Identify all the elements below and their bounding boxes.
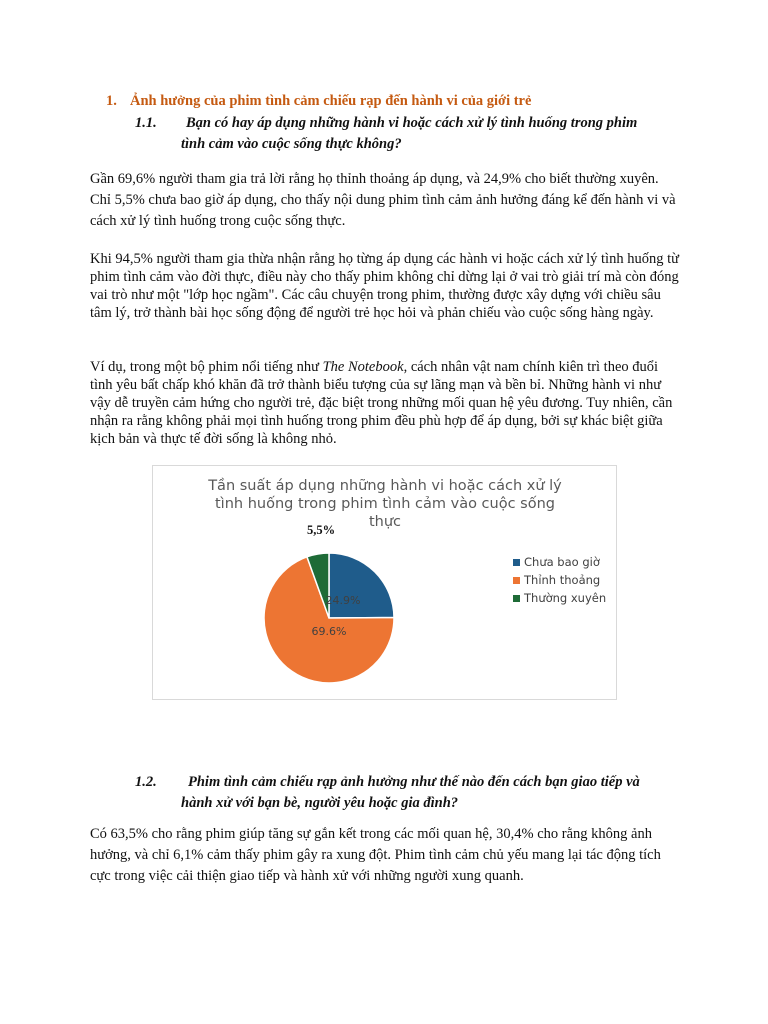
legend-swatch-chua-bao-gio (513, 559, 520, 566)
paragraph-4: Có 63,5% cho rằng phim giúp tăng sự gắn kết trong các mối quan hệ, 30,4% cho rằng không ảnh hưởng, và chỉ 6,1% cảm thấy phim gây ra xung đột. Phim tình cảm chủ yếu mang lại tác động tích cực trong việc cải thiện giao tiếp và hành xử với những người xung quanh. (90, 826, 661, 884)
legend-swatch-thinh-thoang (513, 577, 520, 584)
section-title: Ảnh hưởng của phim tình cảm chiếu rạp đến hành vi của giới trẻ (130, 93, 532, 109)
legend-label-thuong-xuyen: Thường xuyên (524, 591, 607, 605)
film-title: The Notebook (322, 359, 404, 375)
paragraph-3 (90, 358, 680, 448)
question-1-2-line2: hành xử với bạn bè, người yêu hoặc gia đình? (181, 795, 459, 811)
pie-label-thuong-xuyen: 5,5% (306, 523, 336, 537)
section-number: 1. (106, 93, 117, 109)
question-1-1-number: 1.1. (135, 115, 157, 131)
paragraph-3-after: , cách nhân vật nam chính kiên trì theo đuổi tình yêu bất chấp khó khăn đã trở thành biểu tượng của sự lãng mạn và bền bỉ. Những hành vi như vậy dễ truyền cảm hứng cho người trẻ, đặc biệt trong những mối quan hệ yêu đương. Tuy nhiên, cần nhận ra rằng không phải mọi tình huống trong phim đều phù hợp để áp dụng, bởi sự khác biệt giữa kịch bản và thực tế đời sống là không nhỏ. (90, 359, 673, 447)
question-1-1-line2: tình cảm vào cuộc sống thực không? (181, 136, 402, 152)
pie-slice-chua-bao-gio (329, 553, 394, 618)
pie-label-thinh-thoang: 69.6% (311, 625, 347, 638)
question-1-1-line1: Bạn có hay áp dụng những hành vi hoặc cách xử lý tình huống trong phim (186, 115, 638, 131)
question-1-2-heading (135, 772, 675, 814)
paragraph-1: Gần 69,6% người tham gia trả lời rằng họ thỉnh thoảng áp dụng, và 24,9% cho biết thường xuyên. Chỉ 5,5% chưa bao giờ áp dụng, cho thấy nội dung phim tình cảm ảnh hưởng đáng kể đến hành vi và cách xử lý tình huống trong cuộc sống thực. (90, 171, 676, 229)
legend-label-thinh-thoang: Thỉnh thoảng (524, 573, 601, 587)
pie-chart (152, 465, 617, 700)
paragraph-3-before: Ví dụ, trong một bộ phim nổi tiếng như (90, 359, 323, 375)
question-1-2-line1: Phim tình cảm chiếu rạp ảnh hưởng như thế nào đến cách bạn giao tiếp và (188, 774, 640, 790)
question-1-2-number: 1.2. (135, 774, 157, 790)
paragraph-2: Khi 94,5% người tham gia thừa nhận rằng họ từng áp dụng các hành vi hoặc cách xử lý tình huống từ phim tình cảm vào đời thực, điều này cho thấy phim không chỉ dừng lại ở vai trò giải trí mà còn đóng vai trò như một "lớp học ngầm". Các câu chuyện trong phim, thường được xây dựng với chiều sâu tâm lý, trở thành bài học sống động để người trẻ học hỏi và phản chiếu vào cuộc sống hàng ngày. (90, 251, 679, 321)
section-heading (106, 93, 531, 110)
question-1-1-heading (135, 113, 675, 155)
chart-title-line-3: thực (368, 514, 402, 530)
legend-swatch-thuong-xuyen (513, 595, 520, 602)
chart-title-line-1: Tần suất áp dụng những hành vi hoặc cách xử lý (208, 478, 562, 494)
pie-chart-svg (153, 466, 616, 699)
pie-label-chua-bao-gio: 24.9% (325, 594, 361, 607)
legend-label-chua-bao-gio: Chưa bao giờ (524, 555, 600, 569)
chart-title-line-2: tình huống trong phim tình cảm vào cuộc sống (215, 496, 555, 512)
